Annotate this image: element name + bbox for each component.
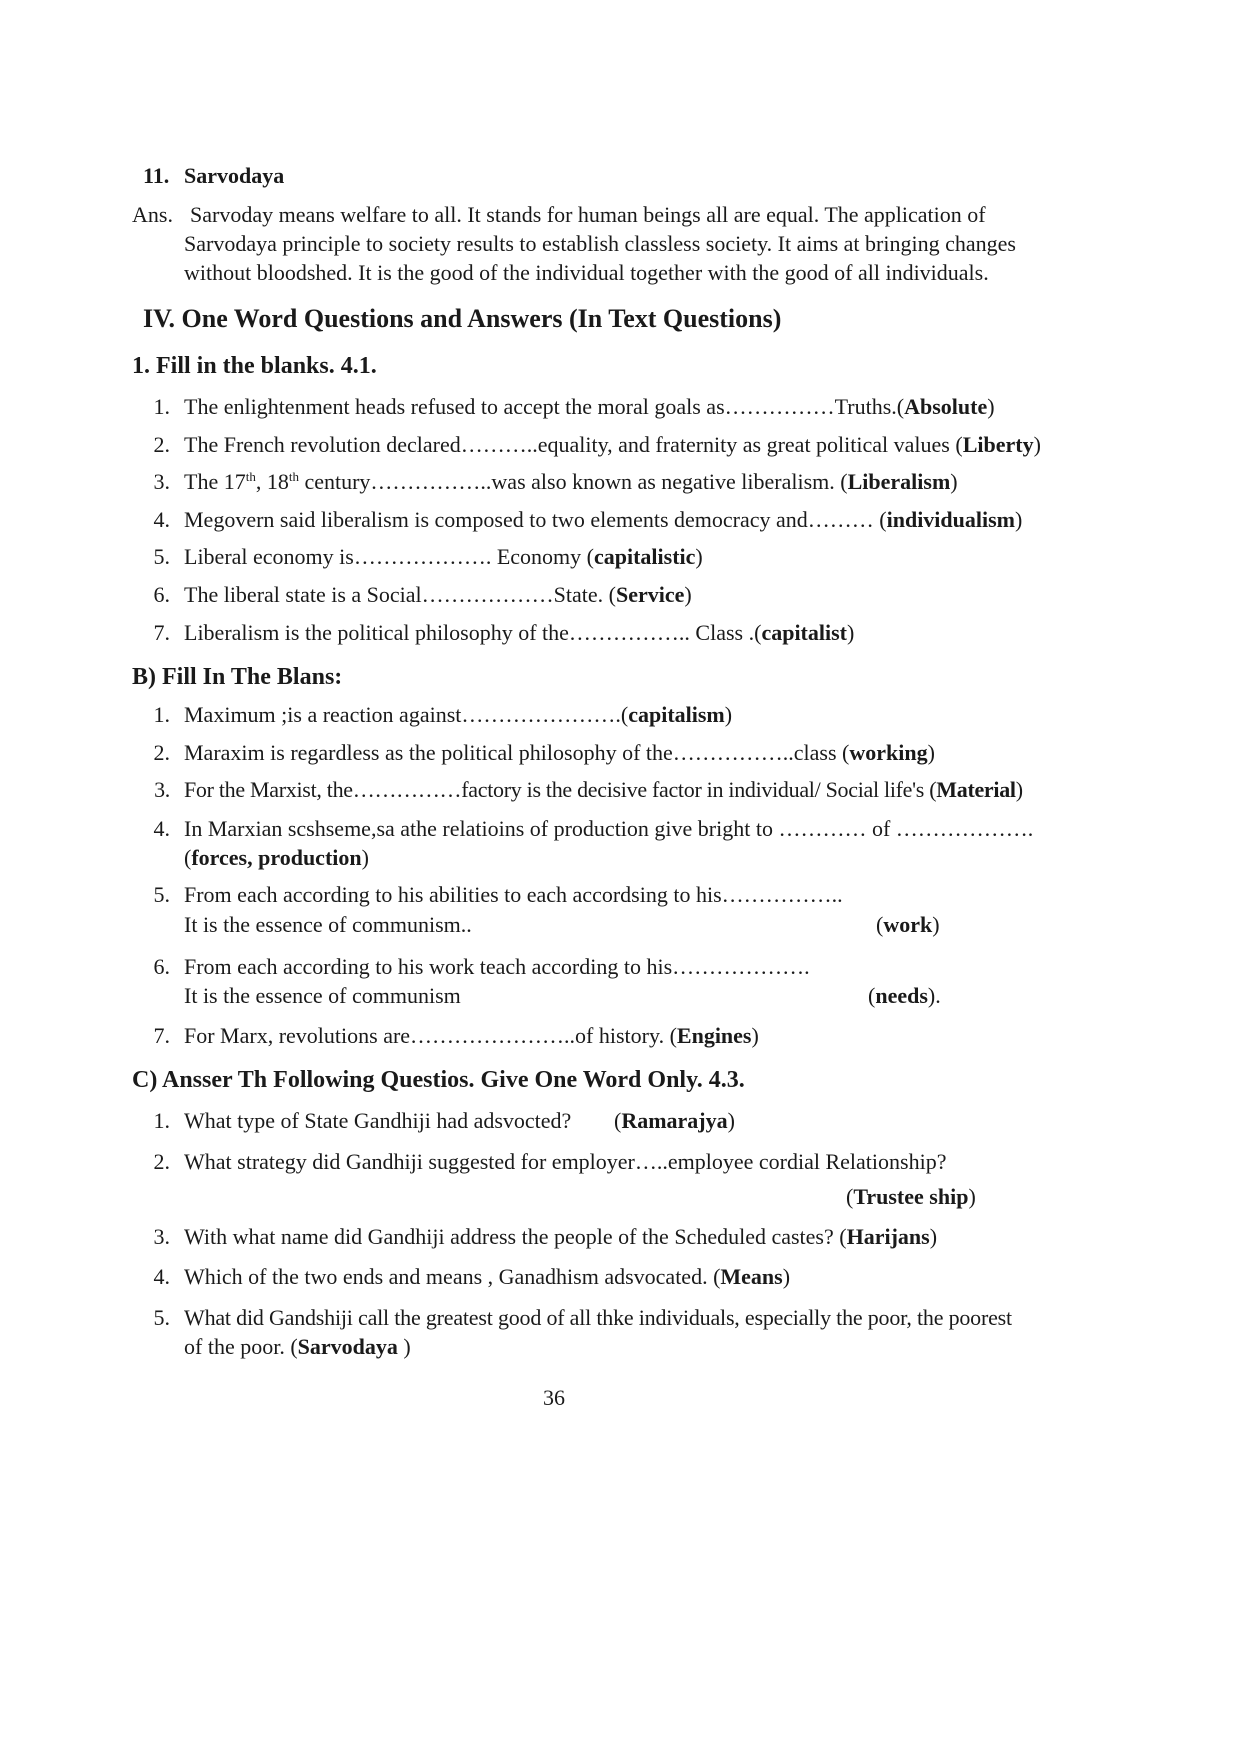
list-item-continuation: It is the essence of communism.. xyxy=(184,912,472,937)
answer-line-2: Sarvodaya principle to society results to establish classless society. It aims at bringing changes xyxy=(184,231,1016,256)
answer-needs: (needs). xyxy=(868,983,941,1008)
answer-label: Ans. xyxy=(132,202,173,227)
section-a-heading: 1. Fill in the blanks. 4.1. xyxy=(132,353,377,379)
list-item-continuation: It is the essence of communism xyxy=(184,983,461,1008)
answer-line-3: without bloodshed. It is the good of the individual together with the good of all individuals. xyxy=(184,260,989,285)
list-item-continuation: of the poor. (Sarvodaya ) xyxy=(184,1334,411,1359)
answer-trustee-ship: (Trustee ship) xyxy=(846,1184,976,1209)
answer-work: (work) xyxy=(876,912,940,937)
list-item-continuation: (forces, production) xyxy=(184,845,369,870)
section-b-heading: B) Fill In The Blans: xyxy=(132,664,343,690)
question-11-title: Sarvodaya xyxy=(184,163,285,188)
section-iv-heading: IV. One Word Questions and Answers (In Text Questions) xyxy=(143,304,782,333)
page-number: 36 xyxy=(543,1385,565,1410)
question-11-number: 11. xyxy=(143,163,170,188)
answer-line-1: Sarvoday means welfare to all. It stands for human beings all are equal. The application of xyxy=(190,202,986,227)
section-c-heading: C) Ansser Th Following Questios. Give One Word Only. 4.3. xyxy=(132,1067,745,1093)
document-page: 11. Sarvodaya Ans. Sarvoday means welfare to all. It stands for human beings all are equal. The application of Sarvodaya principle to society results to establish classless society. It aims at bringing changes without bloodshed. It is the good of the individual together with the good of all individuals. IV. One Word Questions and Answers (In Text Questions) 1. Fill in the blanks. 4.1. 1. The enlightenment heads refused to accept the moral goals as……………Truths.(Absolute) 2. The French revolution declared………..equality, and fraternity as great political values (Liberty) 3. The 17th, 18th century……………..was also known as negative liberalism. (Liberalism) 4. Megovern said liberalism is composed to two elements democracy and……… (individualism) 5. Liberal economy is………………. Economy (capitalistic) 6. The liberal state is a Social………………State. (Service) 7. Liberalism is the political philosophy of the…………….. Class .(capitalist) B) Fill In The Blans: 1. Maximum ;is a reaction against………………….(capitalism) 2. Maraxim is regardless as the political philosophy of the……………..class (working) 3. For the Marxist, the……………factory is the decisive factor in individual/ Social life's (Material) 4. In Marxian scshseme,sa athe relatioins of production give bright to ………… of ………………. (forces, production) 5. From each according to his abilities to each accordsing to his…………….. It is the essence of communism.. (work) 6. From each according to his work teach according to his………………. It is the essence of communism (needs). 7. For Marx, revolutions are…………………..of history. (Engines) C) Ansser Th Following Questios. Give One Word Only. 4.3. 1. What type of State Gandhiji had adsvocted? (Ramarajya) 2. What strategy did Gandhiji suggested for employer…..employee cordial Relationship? (Trustee ship) 3. With what name did Gandhiji address the people of the Scheduled castes? (Harijans) 4. Which of the two ends and means , Ganadhism adsvocated. (Means) 5. What did Gandshiji call the greatest good of all thke individuals, especially the poor, the poorest of the poor. (Sarvodaya ) 36 xyxy=(132,163,1041,1410)
